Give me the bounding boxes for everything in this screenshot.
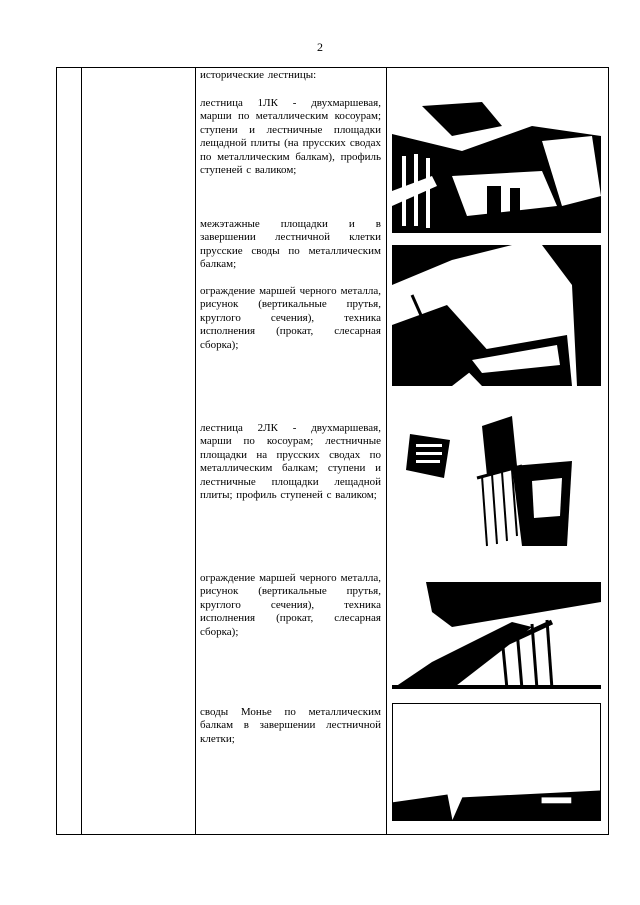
page-number: 2 <box>317 40 323 54</box>
row-text-monier-vaults: своды Монье по металлическим балкам в завершении лестничной клетки; <box>200 706 381 745</box>
row-text-railing-1: ограждение маршей черного металла, рисунок (вертикальные прутья, круглого сечения), техника исполнения (прокат, слесарная сборка); <box>200 285 381 351</box>
column-divider <box>195 68 196 834</box>
row-text-stair-2lk: лестница 2ЛК - двухмаршевая, марши по косоурам; лестничные площадки на прусских сводах по металлическим балкам; ступени и лестничные площадки лещадной плиты; профиль ступеней с валиком; <box>200 422 381 502</box>
photo-monier-vaults <box>392 703 601 821</box>
row-text-landings-vaults: межэтажные площадки и в завершении лестничной клетки прусские своды по металлическим балкам; <box>200 218 381 271</box>
photo-landing-vault <box>392 245 601 386</box>
photo-railing <box>392 582 601 689</box>
column-divider <box>386 68 387 834</box>
photo-stair-2lk <box>392 406 601 556</box>
row-text-stair-1lk: лестница 1ЛК - двухмаршевая, марши по металлическим косоурам; ступени и лестничные площадки лещадной плиты (на прусских сводах по металлическим балкам), профиль ступеней с валиком; <box>200 97 381 177</box>
row-text-railing-2: ограждение маршей черного металла, рисунок (вертикальные прутья, круглого сечения), техника исполнения (прокат, слесарная сборка); <box>200 572 381 638</box>
photo-stair-1lk <box>392 96 601 233</box>
row-text-historic-stairs: исторические лестницы: <box>200 69 317 81</box>
column-divider <box>81 68 82 834</box>
